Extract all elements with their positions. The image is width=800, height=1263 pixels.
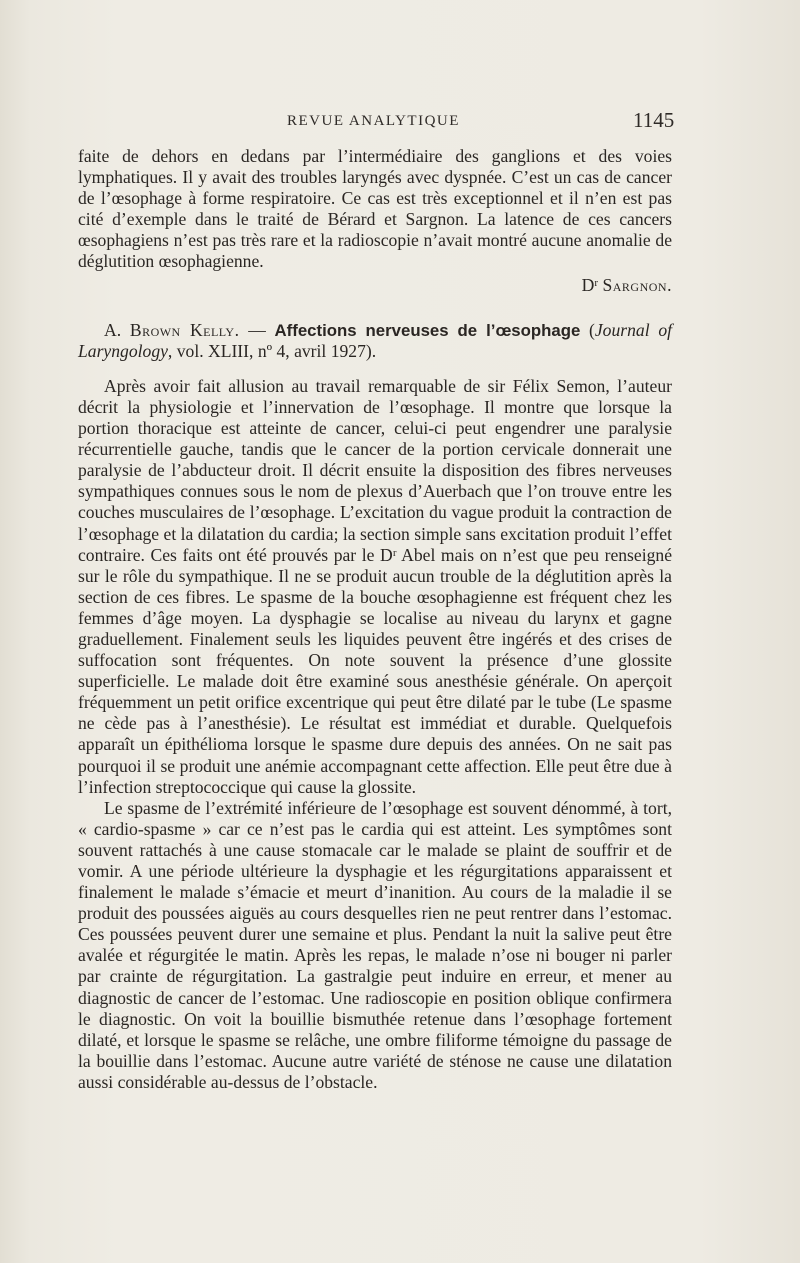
reference-details: , vol. XLIII, nº 4, avril 1927). <box>167 340 377 361</box>
running-title: REVUE ANALYTIQUE <box>287 113 460 129</box>
journal-name: Journal of Laryngology <box>78 319 673 361</box>
body-paragraph-1: Après avoir fait allusion au travail remarquable de sir Félix Semon, l’auteur décrit la physiologie et l’innervation de l’œsophage. Il montre que lorsque la portion thoracique est atteinte de cancer, celui-ci peut engendrer une paralysie récurrentielle gauche, tandis que le cancer de la portion cervicale donnerait une paralysie de l’abducteur droit. Il décrit ensuite la disposition des fibres nerveuses sympathiques connues sous le nom de plexus d’Auerbach que l’on trouve entre les couches musculaires de l’œsophage. L’excitation du vague produit la contraction de l’œsophage et la dilatation du cardia; la section simple sans excitation produit l’effet contraire. Ces faits ont été prouvés par le Dʳ Abel mais on n’est que peu renseigné sur le rôle du sympathique. Il ne se produit aucun trouble de la déglutition après la section de ces fibres. Le spasme de la bouche œsophagienne est fréquent chez les femmes d’âge moyen. La dysphagie se localise au niveau du larynx et gagne graduellement. Finalement seuls les liquides peuvent être ingérés et des crises de suffocation sont fréquentes. On note souvent la présence d’une glossite superficielle. Le malade doit être examiné sous anesthésie générale. On aperçoit fréquemment un petit orifice excentrique qui peut être dilaté par le tube (Le spasme ne cède pas à l’anesthésie). Le résultat est immédiat et durable. Quelquefois apparaît un épithélioma lorsque le spasme dure depuis des années. On ne sait pas pourquoi il se produit une anémie accompagnant cette affection. Elle peut être due à l’infection streptococcique qui cause la glossite. <box>78 375 672 797</box>
journal-open: ( <box>580 319 595 340</box>
signature-name: Sargnon. <box>602 274 672 295</box>
signature-prefix: D <box>581 274 595 295</box>
page-header <box>0 108 800 136</box>
page-number: 1145 <box>633 108 675 132</box>
body-paragraph-2: Le spasme de l’extrémité inférieure de l’œsophage est souvent dénommé, à tort, « cardio-spasme » car ce n’est pas le cardia qui est atteint. Les symptômes sont souvent rattachés à une cause stomacale car le malade se plaint de souffrir et de vomir. A une période ultérieure la dysphagie et les régurgitations apparaissent et finalement le malade s’émacie et meurt d’inanition. Au cours de la maladie il se produit des poussées aiguës au cours desquelles rien ne peut rentrer dans l’estomac. Ces poussées peuvent durer une semaine et plus. Pendant la nuit la salive peut être avalée et régurgitée le matin. Après les repas, le malade n’ose ni bouger ni parler par crainte de régurgitation. La gastralgie peut induire en erreur, et mener au diagnostic de cancer de l’estomac. Une radioscopie en position oblique confirmera le diagnostic. On voit la bouillie bismuthée retenue dans l’œsophage fortement dilaté, et lorsque le spasme se relâche, une ombre filiforme témoigne du passage de la bouillie dans l’estomac. Aucune autre variété de sténose ne cause une dilatation aussi considérable au-dessus de l’obstacle. <box>78 797 672 1092</box>
author-initial: A. <box>104 319 122 340</box>
reference-dash: — <box>239 319 275 340</box>
signature <box>78 275 672 296</box>
article-body <box>78 146 672 1093</box>
article-title: Affections nerveuses de l’œsophage <box>274 320 581 340</box>
bibliographic-reference <box>78 320 672 362</box>
signature-sup: r <box>594 276 599 289</box>
continued-paragraph: faite de dehors en dedans par l’intermédiaire des ganglions et des voies lymphatiques. Il y avait des troubles laryngés avec dyspnée. C’est un cas de cancer de l’œsophage à forme respiratoire. Ce cas est très exceptionnel et il n’en est pas cité d’exemple dans le traité de Bérard et Sargnon. La latence de ces cancers œsophagiens n’est pas très rare et la radioscopie n’avait montré aucune anomalie de déglutition œsophagienne. <box>78 146 672 272</box>
author-name: Brown Kelly. <box>129 319 240 340</box>
